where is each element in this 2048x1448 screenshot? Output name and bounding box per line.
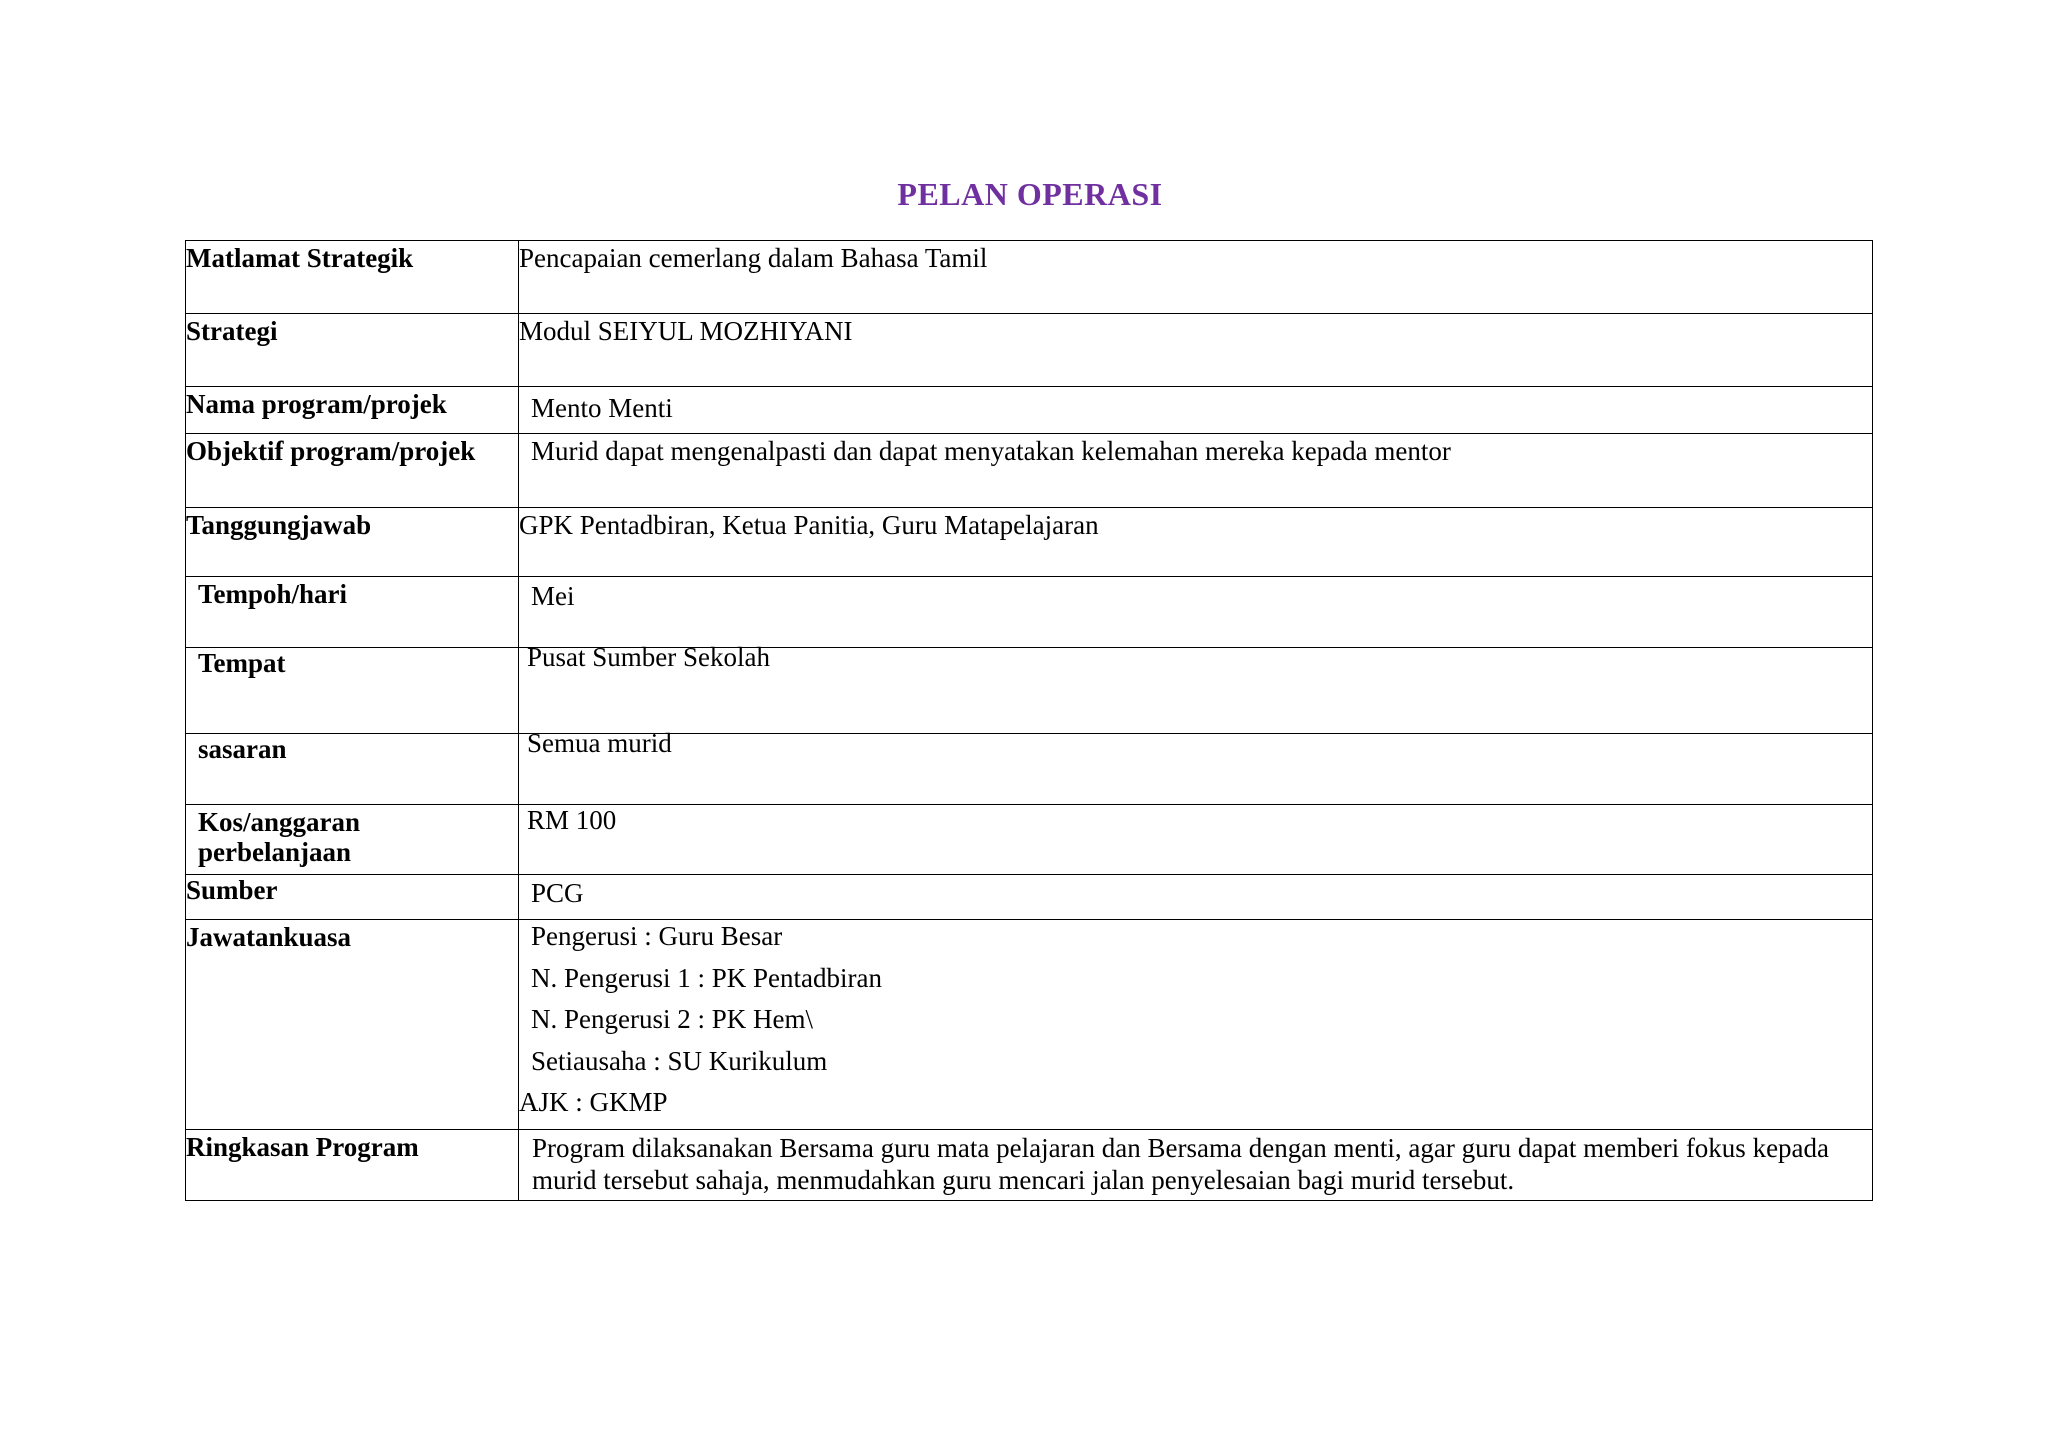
row-label: Ringkasan Program	[186, 1132, 419, 1162]
table-row	[186, 387, 1873, 434]
row-value-cell	[519, 875, 1873, 920]
table-row	[186, 241, 1873, 314]
row-value-cell	[519, 805, 1873, 875]
table-row	[186, 805, 1873, 875]
list-item: Pengerusi : Guru Besar	[531, 921, 783, 951]
row-value-cell	[519, 508, 1873, 577]
row-label: Sumber	[186, 875, 278, 905]
row-label: Tempoh/hari	[198, 579, 348, 609]
row-label-cell	[186, 577, 519, 648]
row-value: Modul SEIYUL MOZHIYANI	[519, 316, 853, 346]
row-label-cell	[186, 1130, 519, 1201]
row-value: Semua murid	[527, 728, 672, 758]
row-label-cell	[186, 387, 519, 434]
row-value: Murid dapat mengenalpasti dan dapat menyatakan kelemahan mereka kepada mentor	[531, 436, 1451, 466]
row-label: Strategi	[186, 316, 278, 346]
row-label-cell	[186, 508, 519, 577]
row-label: Tanggungjawab	[186, 510, 372, 540]
row-label-cell	[186, 314, 519, 387]
table-row	[186, 577, 1873, 648]
table-row	[186, 734, 1873, 805]
row-value-cell	[519, 314, 1873, 387]
row-label: Matlamat Strategik	[186, 243, 414, 273]
list-item: N. Pengerusi 1 : PK Pentadbiran	[531, 962, 882, 993]
row-label-cell	[186, 875, 519, 920]
row-value-cell	[519, 728, 1873, 805]
row-value-cell	[519, 1130, 1873, 1201]
table-row	[186, 920, 1873, 1130]
row-value: Pencapaian cemerlang dalam Bahasa Tamil	[519, 243, 988, 273]
row-label: Jawatankuasa	[186, 922, 352, 952]
row-label-cell	[186, 805, 519, 875]
table-row	[186, 648, 1873, 734]
list-item: N. Pengerusi 2 : PK Hem\	[531, 1004, 813, 1034]
row-value: Mei	[531, 581, 575, 611]
row-label-cell	[186, 434, 519, 508]
row-label: sasaran	[198, 734, 287, 764]
table-row	[186, 434, 1873, 508]
committee-list	[519, 920, 1873, 1130]
table-row	[186, 508, 1873, 577]
row-label-cell	[186, 734, 519, 805]
row-label-cell	[186, 920, 519, 1130]
row-value-cell	[519, 434, 1873, 508]
row-value-cell	[519, 642, 1873, 734]
document-title: PELAN OPERASI	[897, 176, 1163, 212]
table-row	[186, 314, 1873, 387]
row-label: Kos/anggaran perbelanjaan	[198, 807, 361, 867]
row-value: Program dilaksanakan Bersama guru mata pelajaran dan Bersama dengan menti, agar guru dapat memberi fokus kepada murid tersebut sahaja, menmudahkan guru mencari jalan penyelesaian bagi murid tersebut.	[532, 1133, 1830, 1195]
row-label-cell	[186, 241, 519, 314]
list-item: Setiausaha : SU Kurikulum	[531, 1045, 828, 1076]
row-value: RM 100	[527, 805, 617, 835]
row-value: PCG	[531, 878, 584, 908]
row-value-cell	[519, 241, 1873, 314]
list-item: AJK : GKMP	[519, 1087, 668, 1117]
table-row	[186, 875, 1873, 920]
row-label-cell	[186, 648, 519, 734]
row-label: Nama program/projek	[186, 389, 447, 419]
row-label: Objektif program/projek	[186, 436, 476, 466]
row-value-cell	[519, 577, 1873, 648]
table-row	[186, 1130, 1873, 1201]
row-value: Mento Menti	[531, 393, 673, 423]
operation-plan-table	[185, 240, 1873, 1201]
row-label: Tempat	[198, 648, 286, 678]
row-value: Pusat Sumber Sekolah	[527, 642, 770, 672]
row-value: GPK Pentadbiran, Ketua Panitia, Guru Matapelajaran	[519, 510, 1099, 540]
row-value-cell	[519, 387, 1873, 434]
